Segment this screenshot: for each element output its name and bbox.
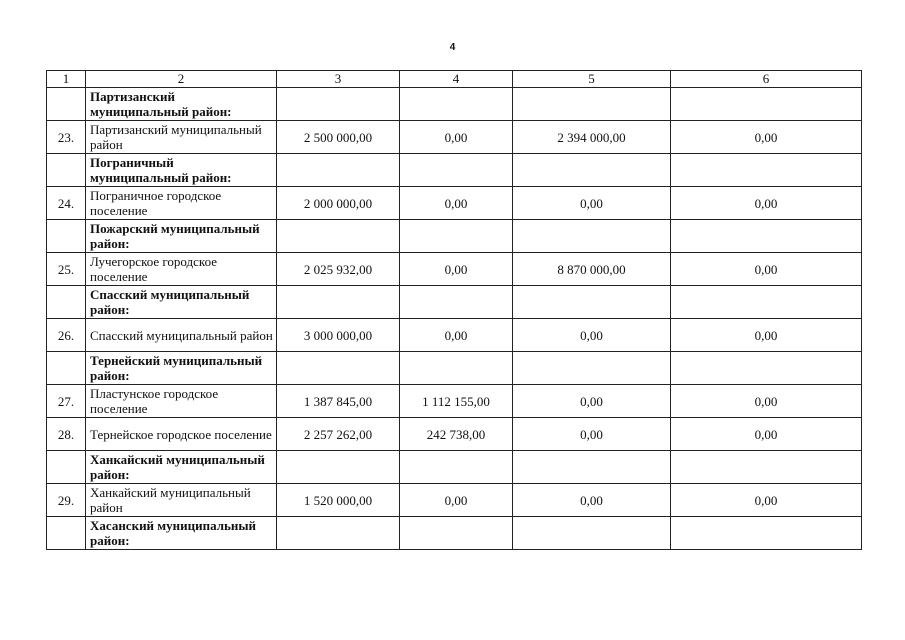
table-row (47, 418, 862, 451)
column-3-value: 1 520 000,00 (277, 484, 400, 517)
table-row (47, 253, 862, 286)
column-header-1: 1 (47, 71, 86, 88)
column-4-value: 242 738,00 (400, 418, 513, 451)
district-name-cell: Партизанский муниципальный район (86, 121, 277, 154)
column-5-value: 0,00 (513, 484, 671, 517)
column-3-value (277, 352, 400, 385)
column-6-value: 0,00 (671, 484, 862, 517)
section-header-row (47, 451, 862, 484)
table-row (47, 484, 862, 517)
column-6-value: 0,00 (671, 121, 862, 154)
column-3-value: 2 500 000,00 (277, 121, 400, 154)
column-5-value: 0,00 (513, 319, 671, 352)
column-5-value: 0,00 (513, 385, 671, 418)
district-name-cell: Лучегорское городское поселение (86, 253, 277, 286)
column-header-6: 6 (671, 71, 862, 88)
district-name-cell: Ханкайский муниципальный район: (86, 451, 277, 484)
district-name-cell: Партизанский муниципальный район: (86, 88, 277, 121)
table-body (47, 88, 862, 550)
column-6-value: 0,00 (671, 385, 862, 418)
column-5-value (513, 286, 671, 319)
column-header-5: 5 (513, 71, 671, 88)
row-number-cell (47, 451, 86, 484)
column-4-value: 0,00 (400, 484, 513, 517)
column-4-value (400, 517, 513, 550)
column-5-value (513, 451, 671, 484)
row-number-cell: 28. (47, 418, 86, 451)
column-3-value: 2 257 262,00 (277, 418, 400, 451)
row-number-cell (47, 220, 86, 253)
row-number-cell: 29. (47, 484, 86, 517)
row-number-cell (47, 286, 86, 319)
table-header (47, 71, 862, 88)
column-3-value: 2 025 932,00 (277, 253, 400, 286)
table-row (47, 385, 862, 418)
column-3-value (277, 88, 400, 121)
table-row (47, 319, 862, 352)
budget-table (46, 70, 862, 550)
column-3-value: 2 000 000,00 (277, 187, 400, 220)
district-name-cell: Спасский муниципальный район: (86, 286, 277, 319)
column-6-value (671, 220, 862, 253)
header-row (47, 71, 862, 88)
column-5-value (513, 517, 671, 550)
column-6-value (671, 451, 862, 484)
column-5-value: 0,00 (513, 187, 671, 220)
district-name-cell: Тернейское городское поселение (86, 418, 277, 451)
section-header-row (47, 220, 862, 253)
column-4-value: 0,00 (400, 187, 513, 220)
section-header-row (47, 352, 862, 385)
table-row (47, 121, 862, 154)
column-6-value: 0,00 (671, 319, 862, 352)
column-6-value: 0,00 (671, 187, 862, 220)
district-name-cell: Тернейский муниципальный район: (86, 352, 277, 385)
row-number-cell (47, 517, 86, 550)
column-3-value (277, 451, 400, 484)
section-header-row (47, 154, 862, 187)
column-5-value (513, 220, 671, 253)
column-6-value: 0,00 (671, 418, 862, 451)
column-4-value: 1 112 155,00 (400, 385, 513, 418)
column-header-2: 2 (86, 71, 277, 88)
column-5-value (513, 88, 671, 121)
row-number-cell: 25. (47, 253, 86, 286)
column-6-value (671, 286, 862, 319)
table-row (47, 187, 862, 220)
row-number-cell (47, 154, 86, 187)
column-5-value (513, 352, 671, 385)
column-5-value: 0,00 (513, 418, 671, 451)
column-6-value: 0,00 (671, 253, 862, 286)
column-4-value (400, 451, 513, 484)
column-4-value (400, 286, 513, 319)
section-header-row (47, 88, 862, 121)
row-number-cell: 26. (47, 319, 86, 352)
column-6-value (671, 352, 862, 385)
column-5-value: 2 394 000,00 (513, 121, 671, 154)
row-number-cell: 23. (47, 121, 86, 154)
district-name-cell: Пограничное городское поселение (86, 187, 277, 220)
column-header-4: 4 (400, 71, 513, 88)
row-number-cell: 27. (47, 385, 86, 418)
district-name-cell: Пограничный муниципальный район: (86, 154, 277, 187)
column-3-value: 3 000 000,00 (277, 319, 400, 352)
column-4-value: 0,00 (400, 253, 513, 286)
section-header-row (47, 517, 862, 550)
row-number-cell (47, 352, 86, 385)
column-header-3: 3 (277, 71, 400, 88)
district-name-cell: Спасский муниципальный район (86, 319, 277, 352)
column-3-value (277, 517, 400, 550)
column-3-value: 1 387 845,00 (277, 385, 400, 418)
column-4-value (400, 154, 513, 187)
column-5-value (513, 154, 671, 187)
column-4-value (400, 352, 513, 385)
page-number: 4 (449, 42, 456, 53)
column-6-value (671, 88, 862, 121)
column-3-value (277, 220, 400, 253)
column-5-value: 8 870 000,00 (513, 253, 671, 286)
section-header-row (47, 286, 862, 319)
column-4-value: 0,00 (400, 121, 513, 154)
district-name-cell: Пожарский муниципальный район: (86, 220, 277, 253)
column-3-value (277, 154, 400, 187)
column-4-value: 0,00 (400, 319, 513, 352)
column-4-value (400, 88, 513, 121)
column-6-value (671, 154, 862, 187)
district-name-cell: Хасанский муниципальный район: (86, 517, 277, 550)
row-number-cell: 24. (47, 187, 86, 220)
district-name-cell: Пластунское городское поселение (86, 385, 277, 418)
column-4-value (400, 220, 513, 253)
column-3-value (277, 286, 400, 319)
row-number-cell (47, 88, 86, 121)
column-6-value (671, 517, 862, 550)
district-name-cell: Ханкайский муниципальный район (86, 484, 277, 517)
